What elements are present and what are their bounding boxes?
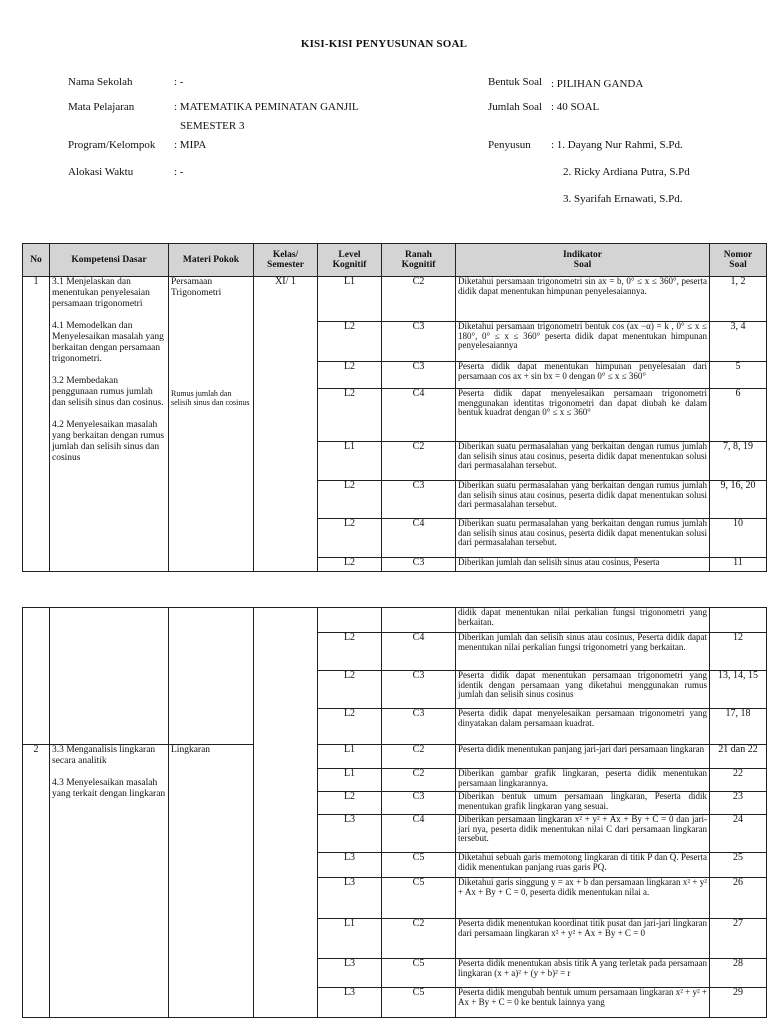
cell-nomor: 7, 8, 19 — [710, 442, 767, 481]
cell-level: L2 — [318, 519, 382, 558]
cell-no: 1 — [23, 277, 50, 572]
materi-persamaan-trigonometri: Persamaan Trigonometri — [171, 277, 222, 298]
cell-indikator: Diberikan persamaan lingkaran x² + y² + Ax + By + C = 0 dan jari-jari nya, peserta didik menentukan nilai C dari persamaan lingkaran tersebut. — [456, 815, 710, 853]
cell-indikator: Peserta didik mengubah bentuk umum persamaan lingkaran x² + y² + Ax + By + C = 0 ke bentuk lainnya yang — [456, 988, 710, 1018]
cell-ranah: C3 — [382, 671, 456, 709]
cell-ranah: C3 — [382, 362, 456, 389]
cell-indikator: Diberikan suatu permasalahan yang berkaitan dengan rumus jumlah dan selisih sinus atau cosinus, peserta didik dapat menentukan solusi dari permasalahan tersebut. — [456, 442, 710, 481]
cell-ranah: C4 — [382, 389, 456, 442]
info-value-mata-pelajaran: : MATEMATIKA PEMINATAN GANJIL — [174, 101, 359, 113]
kd-paragraph: 3.2 Membedakan penggunaan rumus jumlah dan selisih sinus dan cosinus. — [52, 376, 164, 408]
cell-nomor: 24 — [710, 815, 767, 853]
cell-nomor: 6 — [710, 389, 767, 442]
info-value-bentuk-soal: : PILIHAN GANDA — [551, 78, 644, 90]
cell-level: L3 — [318, 988, 382, 1018]
info-value-nama-sekolah: : - — [174, 76, 184, 88]
info-value-jumlah-soal: : 40 SOAL — [551, 101, 600, 113]
cell-indikator: Diketahui sebuah garis memotong lingkaran di titik P dan Q. Peserta didik menentukan panjang ruas garis PQ. — [456, 853, 710, 878]
header-ranah-kognitif: Ranah Kognitif — [382, 244, 456, 277]
cell-ranah: C2 — [382, 442, 456, 481]
kd-paragraph: 3.3 Menganalisis lingkaran secara analitik — [52, 745, 156, 766]
info-label-jumlah-soal: Jumlah Soal — [488, 101, 543, 113]
cell-indikator: Diberikan suatu permasalahan yang berkaitan dengan rumus jumlah dan selisih sinus atau cosinus, peserta didik dapat menentukan solusi dari permasalahan tersebut. — [456, 519, 710, 558]
table-row — [23, 277, 767, 322]
cell-indikator: Diberikan jumlah dan selisih sinus atau cosinus, Peserta — [456, 558, 710, 572]
cell-level: L2 — [318, 481, 382, 519]
cell-level: L3 — [318, 815, 382, 853]
header-materi-pokok: Materi Pokok — [169, 244, 254, 277]
cell-no: 2 — [23, 745, 50, 1018]
cell-nomor: 29 — [710, 988, 767, 1018]
info-value-penyusun-1: : 1. Dayang Nur Rahmi, S.Pd. — [551, 139, 683, 151]
cell-nomor: 5 — [710, 362, 767, 389]
cell-nomor: 11 — [710, 558, 767, 572]
info-value-penyusun-3: 3. Syarifah Ernawati, S.Pd. — [563, 193, 683, 205]
cell-indikator: Diberikan bentuk umum persamaan lingkaran, Peserta didik menentukan grafik lingkaran yang sesuai. — [456, 792, 710, 815]
cell-indikator: Peserta didik dapat menyelesaikan persamaan trigonometri menggunakan identitas trigonometri dan dapat diubah ke dalam bentuk kuadrat dengan 0° ≤ x ≤ 360° — [456, 389, 710, 442]
cell-level: L2 — [318, 558, 382, 572]
cell-materi-pokok — [169, 277, 254, 572]
cell-ranah: C3 — [382, 792, 456, 815]
cell-indikator: Diketahui persamaan trigonometri sin ax = b, 0° ≤ x ≤ 360°, peserta didik dapat menentukan himpunan penyelesaiannya. — [456, 277, 710, 322]
cell-indikator: Diketahui persamaan trigonometri bentuk cos (ax −α) = k , 0° ≤ x ≤ 180°, 0° ≤ x ≤ 360° peserta didik dapat menentukan himpunan penyelesaiannya — [456, 322, 710, 362]
cell-ranah: C3 — [382, 558, 456, 572]
cell-level — [318, 608, 382, 633]
header-nomor-soal: Nomor Soal — [710, 244, 767, 277]
cell-nomor: 28 — [710, 959, 767, 988]
cell-nomor: 25 — [710, 853, 767, 878]
header-indikator-soal: Indikator Soal — [456, 244, 710, 277]
cell-indikator: Peserta didik menentukan koordinat titik pusat dan jari-jari lingkaran dari persamaan lingkaran x² + y² + Ax + By + C = 0 — [456, 919, 710, 959]
cell-kompetensi-dasar — [50, 277, 169, 572]
cell-kelas-empty — [254, 608, 318, 1018]
cell-nomor: 13, 14, 15 — [710, 671, 767, 709]
kd-paragraph: 4.1 Memodelkan dan Menyelesaikan masalah yang berkaitan dengan persamaan trigonometri. — [52, 321, 164, 364]
header-kompetensi-dasar: Kompetensi Dasar — [50, 244, 169, 277]
cell-level: L3 — [318, 878, 382, 919]
table-header-row — [23, 244, 767, 277]
cell-ranah: C2 — [382, 745, 456, 769]
cell-indikator: Peserta didik dapat menentukan himpunan penyelesaian dari persamaan cos ax + sin bx = 0 dengan 0° ≤ x ≤ 360° — [456, 362, 710, 389]
kisi-table-2 — [22, 607, 767, 1018]
cell-indikator: Peserta didik dapat menentukan persamaan trigonometri yang identik dengan persamaan yang diketahui menggunakan rumus jumlah dan selisih sinus cosinus — [456, 671, 710, 709]
info-label-penyusun: Penyusun — [488, 139, 531, 151]
cell-level: L2 — [318, 322, 382, 362]
cell-level: L2 — [318, 362, 382, 389]
cell-level: L1 — [318, 442, 382, 481]
cell-indikator: Peserta didik menentukan panjang jari-jari dari persamaan lingkaran — [456, 745, 710, 769]
info-value-semester: SEMESTER 3 — [180, 120, 245, 132]
cell-ranah: C3 — [382, 322, 456, 362]
cell-nomor — [710, 608, 767, 633]
cell-ranah: C5 — [382, 853, 456, 878]
cell-level: L2 — [318, 389, 382, 442]
cell-level: L2 — [318, 709, 382, 745]
cell-nomor: 23 — [710, 792, 767, 815]
cell-indikator: Diberikan gambar grafik lingkaran, peserta didik menentukan persamaan lingkarannya. — [456, 769, 710, 792]
cell-level: L3 — [318, 959, 382, 988]
cell-ranah: C5 — [382, 988, 456, 1018]
cell-indikator: Diketahui garis singgung y = ax + b dan persamaan lingkaran x² + y² + Ax + By + C = 0, peserta didik menentukan nilai a. — [456, 878, 710, 919]
cell-kd-empty — [50, 608, 169, 745]
info-label-mata-pelajaran: Mata Pelajaran — [68, 101, 135, 113]
cell-indikator: Diberikan suatu permasalahan yang berkaitan dengan rumus jumlah dan selisih sinus atau cosinus, peserta didik dapat menentukan solusi dari permasalahan tersebut. — [456, 481, 710, 519]
cell-kompetensi-dasar — [50, 745, 169, 1018]
info-label-program: Program/Kelompok — [68, 139, 156, 151]
cell-ranah: C3 — [382, 709, 456, 745]
header-kelas-semester: Kelas/ Semester — [254, 244, 318, 277]
cell-materi-pokok: Lingkaran — [169, 745, 254, 1018]
cell-ranah: C2 — [382, 919, 456, 959]
info-label-bentuk-soal: Bentuk Soal — [488, 76, 543, 88]
cell-no-empty — [23, 608, 50, 745]
header-no: No — [23, 244, 50, 277]
cell-nomor: 21 dan 22 — [710, 745, 767, 769]
table-row — [23, 745, 767, 769]
cell-indikator: Diberikan jumlah dan selisih sinus atau cosinus, Peserta didik dapat menentukan nilai perkalian fungsi trigonometri yang berkaitan. — [456, 633, 710, 671]
kd-paragraph: 4.2 Menyelesaikan masalah yang berkaitan dengan rumus jumlah dan selisih sinus dan cosinus — [52, 420, 165, 463]
cell-nomor: 9, 16, 20 — [710, 481, 767, 519]
cell-indikator: didik dapat menentukan nilai perkalian fungsi trigonometri yang berkaitan. — [456, 608, 710, 633]
cell-ranah: C4 — [382, 633, 456, 671]
cell-ranah: C4 — [382, 815, 456, 853]
materi-rumus-jumlah: Rumus jumlah dan selisih sinus dan cosinus — [171, 389, 250, 407]
kd-paragraph: 4.3 Menyelesaikan masalah yang terkait dengan lingkaran — [52, 778, 166, 799]
cell-nomor: 3, 4 — [710, 322, 767, 362]
table-row — [23, 608, 767, 633]
cell-ranah: C5 — [382, 878, 456, 919]
cell-nomor: 1, 2 — [710, 277, 767, 322]
cell-level: L2 — [318, 633, 382, 671]
cell-level: L3 — [318, 853, 382, 878]
info-label-alokasi-waktu: Alokasi Waktu — [68, 166, 134, 178]
cell-level: L1 — [318, 769, 382, 792]
header-level-kognitif: Level Kognitif — [318, 244, 382, 277]
cell-ranah: C2 — [382, 277, 456, 322]
cell-nomor: 22 — [710, 769, 767, 792]
document-title: KISI-KISI PENYUSUNAN SOAL — [300, 38, 468, 50]
cell-level: L2 — [318, 792, 382, 815]
cell-nomor: 27 — [710, 919, 767, 959]
info-label-nama-sekolah: Nama Sekolah — [68, 76, 133, 88]
cell-indikator: Peserta didik menentukan absis titik A yang terletak pada persamaan lingkaran (x + a)² + (y + b)² = r — [456, 959, 710, 988]
cell-ranah: C2 — [382, 769, 456, 792]
cell-nomor: 17, 18 — [710, 709, 767, 745]
cell-level: L1 — [318, 277, 382, 322]
cell-nomor: 10 — [710, 519, 767, 558]
cell-ranah: C5 — [382, 959, 456, 988]
cell-nomor: 26 — [710, 878, 767, 919]
info-value-alokasi-waktu: : - — [174, 166, 184, 178]
cell-ranah — [382, 608, 456, 633]
cell-kelas-semester: XI/ 1 — [254, 277, 318, 572]
kd-paragraph: 3.1 Menjelaskan dan menentukan penyelesaian persamaan trigonometri — [52, 277, 150, 309]
info-value-penyusun-2: 2. Ricky Ardiana Putra, S.Pd — [563, 166, 690, 178]
cell-level: L2 — [318, 671, 382, 709]
cell-indikator: Peserta didik dapat menyelesaikan persamaan trigonometri yang dinyatakan dalam persamaan kuadrat. — [456, 709, 710, 745]
cell-materi-empty — [169, 608, 254, 745]
cell-ranah: C4 — [382, 519, 456, 558]
cell-level: L1 — [318, 919, 382, 959]
info-value-program: : MIPA — [174, 139, 207, 151]
cell-nomor: 12 — [710, 633, 767, 671]
kisi-table-1 — [22, 243, 767, 572]
cell-level: L1 — [318, 745, 382, 769]
cell-ranah: C3 — [382, 481, 456, 519]
